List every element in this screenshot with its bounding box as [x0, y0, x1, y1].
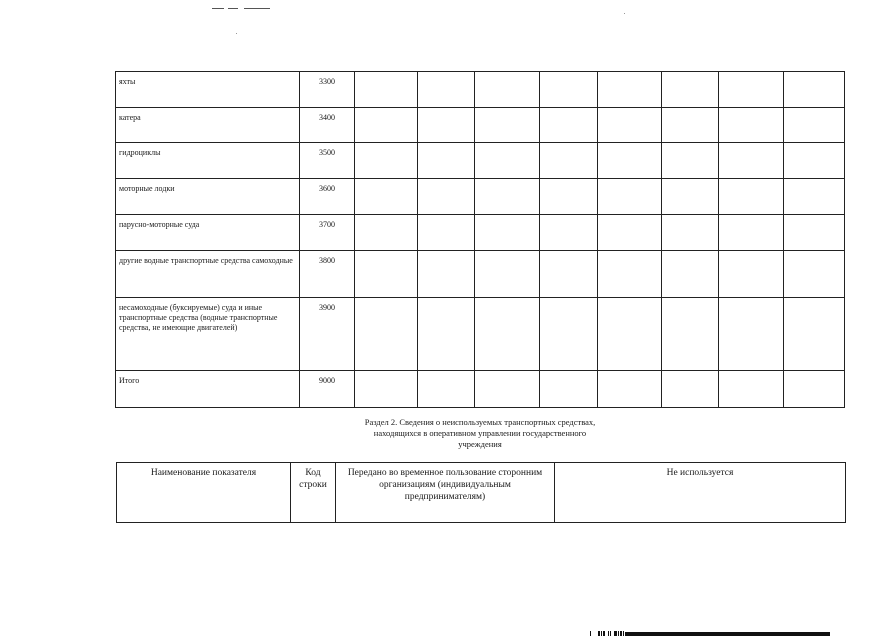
row-name: парусно-моторные суда	[116, 215, 300, 251]
data-cell	[662, 72, 719, 108]
header-transferred: Передано во временное пользование сторонним организациям (индивидуальным предпринимателям)	[336, 463, 555, 523]
data-cell	[355, 143, 418, 179]
data-cell	[418, 251, 475, 298]
data-cell	[475, 215, 540, 251]
header-indicator-name: Наименование показателя	[117, 463, 291, 523]
data-cell	[475, 251, 540, 298]
data-cell	[418, 298, 475, 371]
data-cell	[418, 72, 475, 108]
data-cell	[598, 72, 662, 108]
data-cell	[719, 215, 784, 251]
row-name: другие водные транспортные средства самоходные	[116, 251, 300, 298]
row-code: 3500	[300, 143, 355, 179]
data-cell	[418, 179, 475, 215]
data-cell	[784, 72, 845, 108]
table-row	[116, 298, 845, 371]
row-name: моторные лодки	[116, 179, 300, 215]
scan-artifact-top	[228, 8, 238, 9]
section-2-title-line: учреждения	[458, 439, 502, 449]
data-cell	[355, 371, 418, 408]
row-code: 3600	[300, 179, 355, 215]
row-name-total: Итого	[116, 371, 300, 408]
data-cell	[598, 371, 662, 408]
data-cell	[598, 179, 662, 215]
row-code-total: 9000	[300, 371, 355, 408]
table-row	[116, 179, 845, 215]
data-cell	[719, 143, 784, 179]
data-cell	[662, 251, 719, 298]
data-cell	[784, 143, 845, 179]
data-cell	[355, 298, 418, 371]
row-name: гидроциклы	[116, 143, 300, 179]
scan-artifact-top	[212, 8, 224, 9]
data-cell	[355, 179, 418, 215]
data-cell	[598, 251, 662, 298]
scan-artifact-dot	[236, 33, 237, 34]
scan-barcode-artifact	[590, 630, 830, 636]
table-row	[116, 108, 845, 143]
scan-artifact-top	[244, 8, 270, 9]
transport-table	[115, 71, 845, 408]
row-name: катера	[116, 108, 300, 143]
header-unused: Не используется	[555, 463, 846, 523]
row-name: несамоходные (буксируемые) суда и иные транспортные средства (водные транспортные средства, не имеющие двигателей)	[116, 298, 300, 371]
section-2-title-line: находящихся в оперативном управлении государственного	[373, 428, 587, 438]
data-cell	[540, 72, 598, 108]
data-cell	[475, 108, 540, 143]
row-code: 3900	[300, 298, 355, 371]
data-cell	[355, 108, 418, 143]
data-cell	[784, 179, 845, 215]
data-cell	[540, 108, 598, 143]
data-cell	[540, 215, 598, 251]
data-cell	[719, 371, 784, 408]
table-row	[116, 72, 845, 108]
data-cell	[719, 72, 784, 108]
data-cell	[475, 371, 540, 408]
data-cell	[598, 143, 662, 179]
data-cell	[475, 179, 540, 215]
table-row	[116, 143, 845, 179]
table-header-row	[117, 463, 846, 523]
data-cell	[784, 371, 845, 408]
unused-transport-table	[116, 462, 846, 523]
header-line-code: Код строки	[291, 463, 336, 523]
data-cell	[475, 298, 540, 371]
data-cell	[355, 251, 418, 298]
data-cell	[719, 108, 784, 143]
section-2-title-line: Раздел 2. Сведения о неиспользуемых транспортных средствах,	[364, 417, 596, 427]
data-cell	[662, 108, 719, 143]
data-cell	[540, 298, 598, 371]
data-cell	[662, 215, 719, 251]
row-code: 3800	[300, 251, 355, 298]
data-cell	[598, 108, 662, 143]
data-cell	[355, 72, 418, 108]
data-cell	[719, 179, 784, 215]
data-cell	[784, 108, 845, 143]
table-row	[116, 251, 845, 298]
data-cell	[662, 143, 719, 179]
data-cell	[418, 143, 475, 179]
data-cell	[598, 215, 662, 251]
data-cell	[719, 298, 784, 371]
data-cell	[418, 108, 475, 143]
table-row	[116, 371, 845, 408]
data-cell	[418, 215, 475, 251]
data-cell	[418, 371, 475, 408]
table-row	[116, 215, 845, 251]
data-cell	[662, 298, 719, 371]
data-cell	[355, 215, 418, 251]
data-cell	[719, 251, 784, 298]
row-code: 3300	[300, 72, 355, 108]
scan-artifact-dot	[624, 13, 625, 14]
data-cell	[540, 251, 598, 298]
data-cell	[540, 179, 598, 215]
row-code: 3400	[300, 108, 355, 143]
data-cell	[475, 72, 540, 108]
row-name: яхты	[116, 72, 300, 108]
data-cell	[662, 371, 719, 408]
data-cell	[784, 298, 845, 371]
data-cell	[598, 298, 662, 371]
data-cell	[784, 251, 845, 298]
data-cell	[662, 179, 719, 215]
data-cell	[540, 371, 598, 408]
data-cell	[540, 143, 598, 179]
data-cell	[784, 215, 845, 251]
data-cell	[475, 143, 540, 179]
section-2-title	[330, 417, 630, 450]
row-code: 3700	[300, 215, 355, 251]
